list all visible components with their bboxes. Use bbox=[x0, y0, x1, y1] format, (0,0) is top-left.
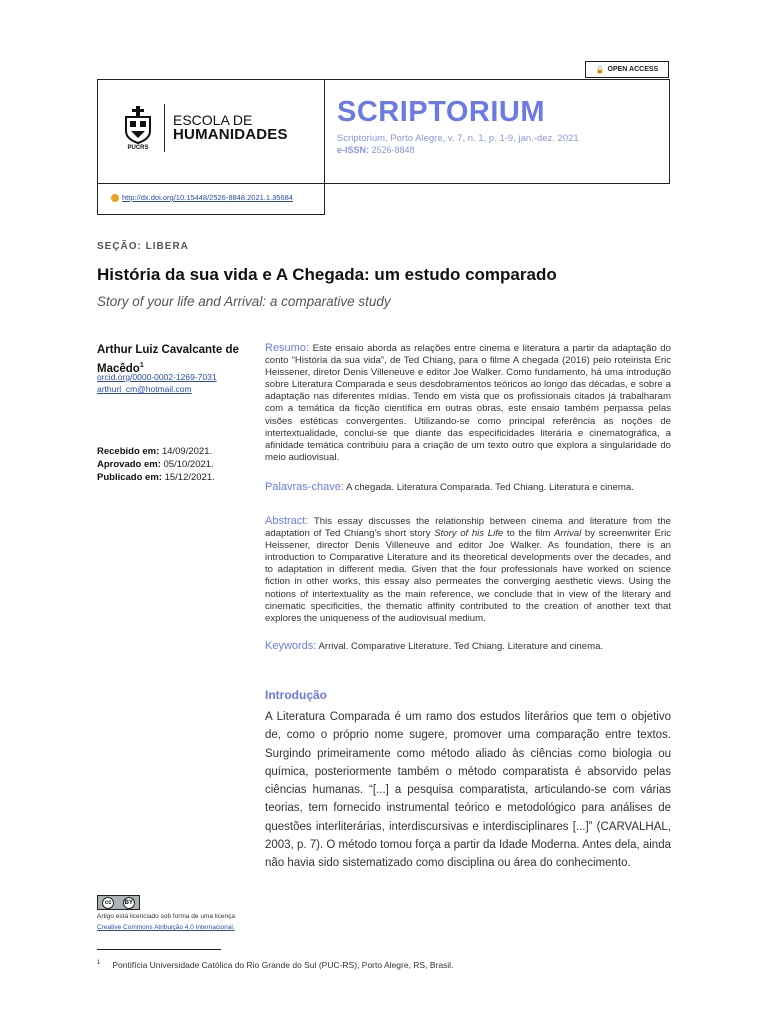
palavras-chave-label: Palavras-chave: bbox=[265, 481, 344, 493]
lock-open-icon: 🔓 bbox=[595, 66, 605, 74]
doi-icon bbox=[111, 194, 119, 202]
open-access-badge bbox=[585, 61, 669, 78]
article-title: História da sua vida e A Chegada: um estudo comparado bbox=[97, 265, 557, 284]
logo-divider bbox=[164, 104, 165, 152]
issn-value: 2526-8848 bbox=[371, 145, 415, 155]
pucrs-crest-icon bbox=[122, 105, 154, 145]
resumo-text: Este ensaio aborda as relações entre cinema e literatura a partir da adaptação do conto “História da sua vida”, de Ted Chiang, para o filme A chegada (2016) pelo roteirista Eric Heissener, diretor Denis Villeneuve e editor Joe Walker. Como fundamento, há uma introdução sobre Literatura Comparada e seus desdobramentos teóricos ao longo das décadas, e sobre a adaptação nas diferentes mídias. Tendo em vista que os profissionais citados já trabalharam com a temática da ficção científica em outras obras, este ensaio também perpassa pelas visões estéticas convergentes. Utilizando-se como principal referência as noções de intertextualidade, conclui-se que diante das especificidades literária e cinematográfica, a afinidade temática contribuiu para a criação de um texto outro que explora a singularidade do meio audiovisual. bbox=[265, 343, 671, 463]
abstract-italic-2: Arrival bbox=[554, 528, 582, 540]
abstract-italic-1: Story of his Life bbox=[434, 528, 504, 540]
logo-line-2: HUMANIDADES bbox=[173, 126, 288, 144]
resumo-block bbox=[265, 342, 671, 464]
intro-heading: Introdução bbox=[265, 688, 327, 702]
approved-date bbox=[97, 458, 215, 471]
footnote-mark: 1 bbox=[97, 960, 101, 967]
published-label: Publicado em: bbox=[97, 472, 162, 483]
seal-label: PUCRS bbox=[127, 145, 149, 151]
license-link[interactable]: Creative Commons Atribuição 4.0 Internacional. bbox=[97, 924, 235, 931]
abstract-label: Abstract: bbox=[265, 515, 309, 527]
pucrs-seal bbox=[120, 105, 156, 151]
cc-icon: cc bbox=[102, 897, 114, 909]
doi-link-row[interactable] bbox=[111, 193, 293, 202]
approved-value: 05/10/2021. bbox=[163, 459, 214, 470]
doi-link[interactable]: http://dx.doi.org/10.15448/2526-8848.2021.1.35684 bbox=[122, 193, 293, 202]
orcid-link[interactable]: orcid.org/0000-0002-1269-7031 bbox=[97, 372, 217, 382]
cc-by-badge[interactable] bbox=[97, 895, 140, 910]
abstract-text-2: to the film bbox=[506, 528, 551, 540]
published-value: 15/12/2021. bbox=[164, 472, 215, 483]
journal-title: SCRIPTORIUM bbox=[337, 96, 545, 128]
logo-line-1: ESCOLA DE bbox=[173, 111, 253, 128]
footnote bbox=[97, 960, 453, 970]
article-subtitle: Story of your life and Arrival: a comparative study bbox=[97, 294, 391, 309]
abstract-text-3: by screenwriter Eric Heissener, director Denis Villeneuve and editor Joe Walker. As foundation, there is an introduction to Comparative Literature and its theoretical developments over the decades, and to adaptation in different media. Given that the four professionals have worked on science fiction in other works, this essay also permeates the converging aesthetic views. Using the notions of intertextuality as the main reference, we conclude that in view of the literary and cinematic specificities, the thematic affinity contributed to the creation of another text that explores the uniqueness of the audiovisual medium. bbox=[265, 528, 672, 624]
received-value: 14/09/2021. bbox=[161, 446, 213, 457]
keywords-label: Keywords: bbox=[265, 640, 317, 652]
logo-text bbox=[173, 113, 288, 143]
footnote-text: Pontifícia Universidade Católica do Rio Grande do Sul (PUC-RS), Porto Alegre, RS, Brasil. bbox=[112, 960, 454, 970]
received-date bbox=[97, 445, 215, 458]
open-access-label: OPEN ACCESS bbox=[607, 66, 659, 73]
published-date bbox=[97, 471, 215, 484]
author-name-text: Arthur Luiz Cavalcante de Macêdo bbox=[97, 344, 239, 375]
abstract-block bbox=[265, 515, 671, 625]
journal-issn bbox=[337, 145, 415, 155]
email-link[interactable]: arthurl_cm@hotmail.com bbox=[97, 384, 192, 394]
abstract-text-1: This essay discusses the relationship between cinema and literature from the adaptation of Ted Chiang’s short story bbox=[265, 516, 671, 540]
issn-label: e-ISSN: bbox=[337, 145, 370, 155]
by-icon: BY bbox=[123, 897, 135, 909]
keywords-text: Arrival. Comparative Literature. Ted Chiang. Literature and cinema. bbox=[318, 641, 604, 652]
institution-logo bbox=[120, 104, 288, 152]
intro-paragraph: A Literatura Comparada é um ramo dos estudos literários que tem o objetivo de, como o próprio nome sugere, promover uma comparação entre textos. Surgindo primeiramente como método aliado às ciências como biologia ou química, posteriormente também o método comparatista é absorvido pelas ciências humanas. “[...] a pesquisa comparatista, articulando-se com várias teorias, tem fornecido instrumental teórico e metodológico para análises de questões interliterárias, interdiscursivas e interdisciplinares [...]” (CARVALHAL, 2003, p. 7). O método tomou força a partir da Idade Moderna. Antes dela, ainda não havia sido sistematizado como disciplina ou área do conhecimento. bbox=[265, 711, 671, 870]
resumo-label: Resumo: bbox=[265, 342, 310, 354]
journal-reference: Scriptorium, Porto Alegre, v. 7, n. 1, p. 1-9, jan.-dez. 2021 bbox=[337, 133, 579, 144]
palavras-chave-block bbox=[265, 481, 671, 494]
article-dates bbox=[97, 445, 215, 484]
palavras-chave-text: A chegada. Literatura Comparada. Ted Chiang. Literatura e cinema. bbox=[346, 482, 634, 493]
footnote-divider bbox=[97, 949, 221, 950]
approved-label: Aprovado em: bbox=[97, 459, 161, 470]
keywords-block bbox=[265, 640, 671, 653]
section-label: SEÇÃO: LIBERA bbox=[97, 241, 189, 252]
received-label: Recebido em: bbox=[97, 446, 160, 457]
author-footnote-mark: 1 bbox=[139, 362, 144, 369]
license-text: Artigo está licenciado sob forma de uma licença bbox=[97, 913, 236, 920]
